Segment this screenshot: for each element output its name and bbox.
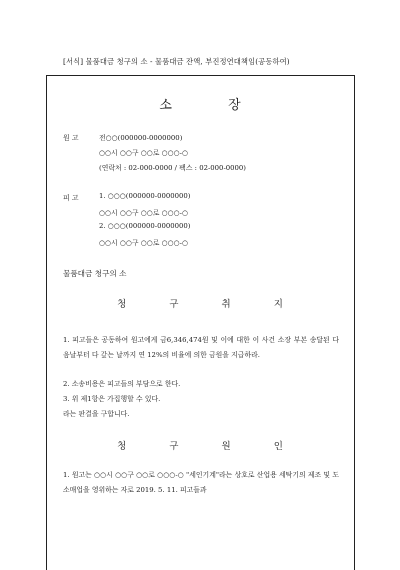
defendant-label: 피 고 xyxy=(63,194,79,202)
defendant-1-address: ○○시 ○○구 ○○로 ○○○-○ xyxy=(99,209,188,217)
plaintiff-label: 원 고 xyxy=(63,134,79,142)
claim-purpose-item-1: 1. 피고들은 공동하여 원고에게 금6,346,474원 및 이에 대한 이 사건 소장 부본 송달된 다음날부터 다 갚는 날까지 연 12%의 비율에 의한 금원을 지급하라. xyxy=(63,336,339,359)
defendant-2-name: 2. ○○○(000000-0000000) xyxy=(99,222,191,230)
claim-purpose-item-3: 3. 위 제1항은 가집행할 수 있다. xyxy=(63,395,161,403)
defendant-2-address: ○○시 ○○구 ○○로 ○○○-○ xyxy=(99,239,188,247)
claim-purpose-heading: 청 구 취 지 xyxy=(117,299,303,310)
plaintiff-contact: (연락처 : 02-000-0000 / 팩스 : 02-000-0000) xyxy=(99,164,246,172)
document-title: 소 장 xyxy=(159,98,267,113)
form-caption: [서식] 물품대금 청구의 소 - 물품대금 잔액, 부진정연대책임(공동하여) xyxy=(63,57,290,66)
claim-cause-heading: 청 구 원 인 xyxy=(117,441,303,452)
defendant-1-name: 1. ○○○(000000-0000000) xyxy=(99,192,191,200)
claim-cause-item-1: 1. 원고는 ○○시 ○○구 ○○로 ○○○-○ "세인기계"라는 상호로 산업용 세탁기의 제조 및 도소매업을 영위하는 자로 2019. 5. 11. 피고들과 xyxy=(63,471,339,494)
claim-purpose-item-2: 2. 소송비용은 피고들의 부담으로 한다. xyxy=(63,380,181,388)
case-name: 물품대금 청구의 소 xyxy=(63,269,127,278)
plaintiff-address: ○○시 ○○구 ○○로 ○○○-○ xyxy=(99,149,188,157)
plaintiff-name: 전○○(000000-0000000) xyxy=(99,134,183,142)
claim-purpose-closing: 라는 판결을 구합니다. xyxy=(63,410,130,418)
